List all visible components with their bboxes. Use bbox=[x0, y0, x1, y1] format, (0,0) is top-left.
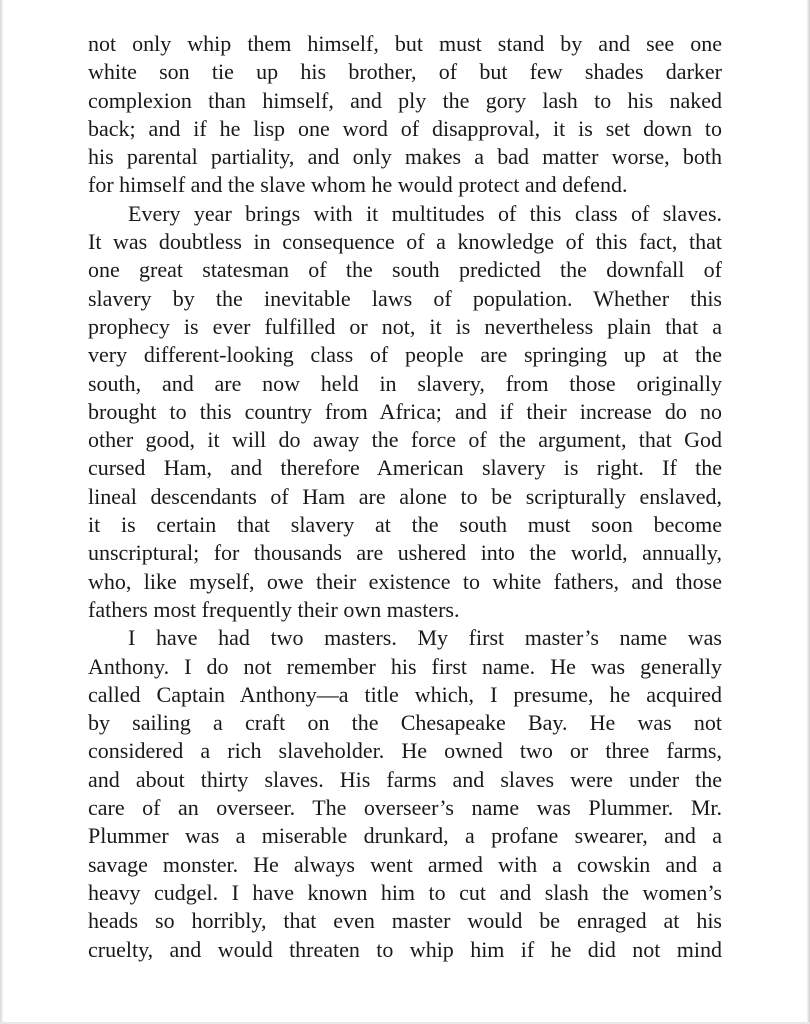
text-line: heads so horribly, that even master would be enraged at his bbox=[88, 908, 722, 934]
text-line: heavy cudgel. I have known him to cut and slash the women’s bbox=[88, 879, 722, 905]
text-line: Plummer was a miserable drunkard, a profane swearer, and a bbox=[88, 823, 722, 849]
text-line: slavery by the inevitable laws of population. Whether this bbox=[88, 285, 722, 311]
text-line: cruelty, and would threaten to whip him if he did not mind bbox=[88, 936, 722, 962]
text-line: white son tie up his brother, of but few shades darker bbox=[88, 59, 722, 85]
text-line: by sailing a craft on the Chesapeake Bay. He was not bbox=[88, 710, 722, 736]
text-line: complexion than himself, and ply the gory lash to his naked bbox=[88, 87, 722, 113]
text-line: called Captain Anthony—a title which, I presume, he acquired bbox=[88, 681, 722, 707]
text-line: very different-looking class of people are springing up at the bbox=[88, 342, 722, 368]
text-line: unscriptural; for thousands are ushered into the world, annually, bbox=[88, 540, 722, 566]
text-line: It was doubtless in consequence of a knowledge of this fact, that bbox=[88, 229, 722, 255]
text-line: Anthony. I do not remember his first name. He was generally bbox=[88, 653, 722, 679]
text-line: other good, it will do away the force of the argument, that God bbox=[88, 427, 722, 453]
text-line: fathers most frequently their own masters. bbox=[88, 596, 460, 622]
text-line: it is certain that slavery at the south must soon become bbox=[88, 512, 722, 538]
text-line: care of an overseer. The overseer’s name was Plummer. Mr. bbox=[88, 795, 722, 821]
page-edge-left bbox=[0, 0, 3, 1024]
text-line: lineal descendants of Ham are alone to be scripturally enslaved, bbox=[88, 483, 722, 509]
text-line: one great statesman of the south predicted the downfall of bbox=[88, 257, 722, 283]
text-line: Every year brings with it multitudes of this class of slaves. bbox=[128, 200, 722, 226]
text-line: back; and if he lisp one word of disapproval, it is set down to bbox=[88, 115, 722, 141]
paragraph bbox=[88, 200, 722, 624]
text-line: brought to this country from Africa; and if their increase do no bbox=[88, 398, 722, 424]
paragraph bbox=[88, 624, 722, 964]
text-line: who, like myself, owe their existence to white fathers, and those bbox=[88, 568, 722, 594]
text-line: and about thirty slaves. His farms and slaves were under the bbox=[88, 766, 722, 792]
text-line: savage monster. He always went armed with a cowskin and a bbox=[88, 851, 722, 877]
text-line: not only whip them himself, but must stand by and see one bbox=[88, 31, 722, 56]
text-line: I have had two masters. My first master’s name was bbox=[128, 625, 722, 651]
text-line: cursed Ham, and therefore American slavery is right. If the bbox=[88, 455, 722, 481]
text-line: south, and are now held in slavery, from those originally bbox=[88, 370, 722, 396]
text-block bbox=[88, 30, 722, 964]
text-line: prophecy is ever fulfilled or not, it is nevertheless plain that a bbox=[88, 313, 722, 339]
paragraph bbox=[88, 30, 722, 200]
text-line: considered a rich slaveholder. He owned two or three farms, bbox=[88, 738, 722, 764]
text-line: for himself and the slave whom he would protect and defend. bbox=[88, 172, 628, 198]
text-line: his parental partiality, and only makes a bad matter worse, both bbox=[88, 144, 722, 170]
